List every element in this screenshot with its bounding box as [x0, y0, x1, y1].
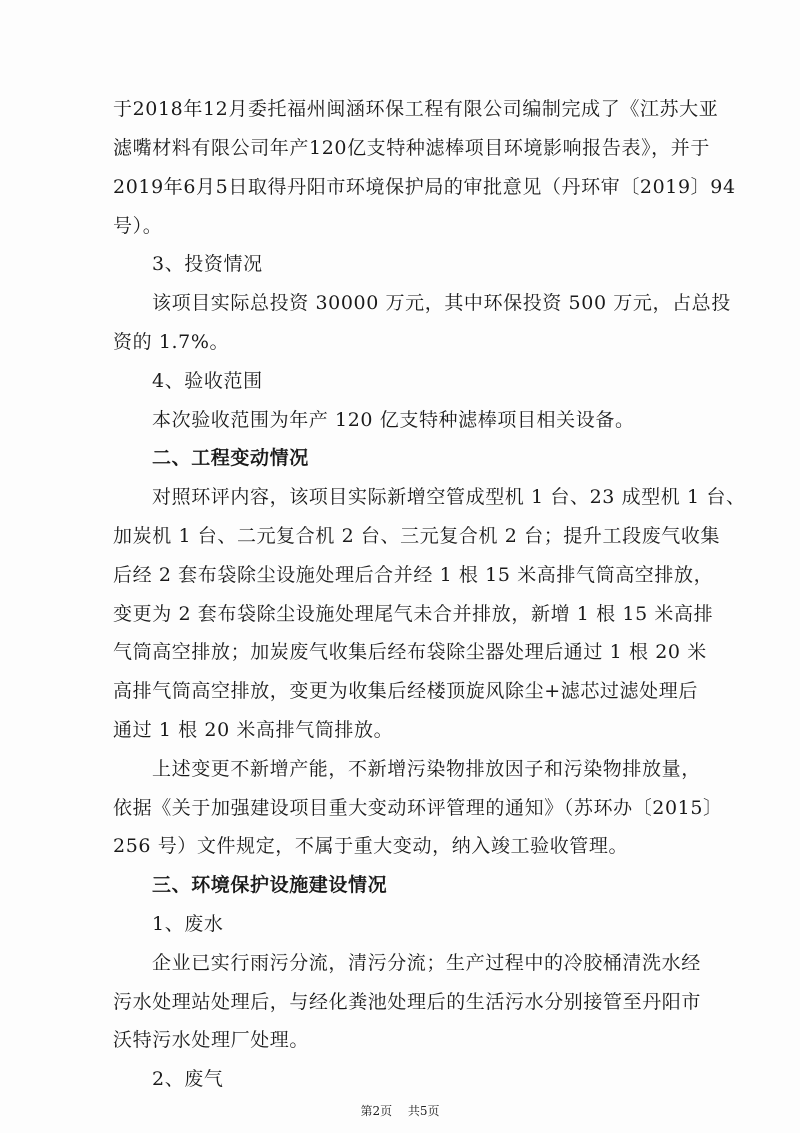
- paragraph-line: 后经 2 套布袋除尘设施处理后合并经 1 根 15 米高排气筒高空排放，: [113, 564, 714, 586]
- section-subheading: 2、废气: [152, 1068, 224, 1090]
- paragraph-line: 号）。: [113, 215, 163, 237]
- paragraph-line: 256 号）文件规定，不属于重大变动，纳入竣工验收管理。: [113, 835, 629, 857]
- paragraph-line: 本次验收范围为年产 120 亿支特种滤棒项目相关设备。: [152, 409, 635, 431]
- paragraph-line: 该项目实际总投资 30000 万元，其中环保投资 500 万元，占总投: [152, 292, 731, 314]
- paragraph-line: 依据《关于加强建设项目重大变动环评管理的通知》（苏环办〔2015〕: [113, 797, 723, 819]
- page-footer: [0, 1103, 800, 1119]
- section-heading: 二、工程变动情况: [152, 447, 309, 469]
- paragraph-line: 沃特污水处理厂处理。: [113, 1029, 310, 1051]
- section-subheading: 3、投资情况: [152, 253, 263, 275]
- paragraph-line: 企业已实行雨污分流，清污分流；生产过程中的冷胶桶清洗水经: [152, 952, 701, 974]
- section-subheading: 1、废水: [152, 913, 224, 935]
- page-number: 第2页: [360, 1104, 393, 1118]
- paragraph-line: 滤嘴材料有限公司年产120亿支特种滤棒项目环境影响报告表》，并于: [113, 137, 710, 159]
- paragraph-line: 上述变更不新增产能，不新增污染物排放因子和污染物排放量，: [152, 758, 701, 780]
- paragraph-line: 高排气筒高空排放，变更为收集后经楼顶旋风除尘+滤芯过滤处理后: [113, 680, 698, 702]
- paragraph-line: 污水处理站处理后，与经化粪池处理后的生活污水分别接管至丹阳市: [113, 991, 702, 1013]
- paragraph-line: 气筒高空排放；加炭废气收集后经布袋除尘器处理后通过 1 根 20 米: [113, 641, 707, 663]
- paragraph-line: 对照环评内容，该项目实际新增空管成型机 1 台、23 成型机 1 台、: [152, 486, 746, 508]
- paragraph-line: 变更为 2 套布袋除尘设施处理尾气未合并排放，新增 1 根 15 米高排: [113, 603, 714, 625]
- section-heading: 三、环境保护设施建设情况: [152, 874, 388, 896]
- paragraph-line: 资的 1.7%。: [113, 331, 230, 353]
- page-total: 共5页: [407, 1104, 440, 1118]
- paragraph-line: 通过 1 根 20 米高排气筒排放。: [113, 719, 394, 741]
- section-subheading: 4、验收范围: [152, 370, 263, 392]
- paragraph-line: 2019年6月5日取得丹阳市环境保护局的审批意见（丹环审〔2019〕94: [113, 176, 736, 198]
- paragraph-line: 于2018年12月委托福州闽涵环保工程有限公司编制完成了《江苏大亚: [113, 98, 719, 120]
- paragraph-line: 加炭机 1 台、二元复合机 2 台、三元复合机 2 台；提升工段废气收集: [113, 525, 721, 547]
